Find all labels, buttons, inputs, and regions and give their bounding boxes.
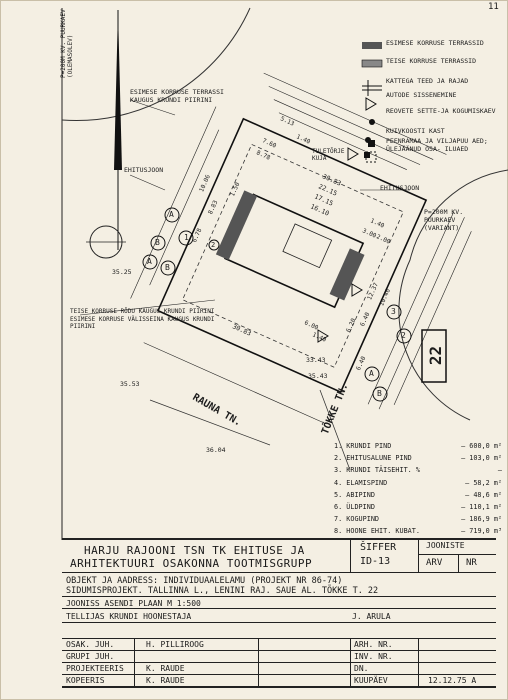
legend-item: AUTODE SISSENEMINE <box>386 91 457 99</box>
site-data-row: 3. KRUNDI TÄISEHIT. % – <box>334 466 502 475</box>
dimension-label: 6.40 <box>359 311 372 328</box>
axis-label: A <box>369 369 374 378</box>
elevation-mark: 33.43 <box>306 356 326 364</box>
legend-item: KUIVKOOSTI KAST <box>386 127 445 135</box>
dimension-label: 7.60 <box>261 137 278 150</box>
dimension-label: 30.83 <box>321 172 343 188</box>
triangle-icon <box>366 98 376 110</box>
elevation-mark: 35.25 <box>112 268 132 276</box>
terrace-note-outer: ESIMESE KORRUSE VÄLISSEINA KAUGUS KRUNDI PIIRINI <box>70 316 215 330</box>
axis-label: B <box>155 238 160 247</box>
legend-item: PEENRAMAA JA VILJAPUU AED; ÜLEJÄÄNUD OSA- ILUAED <box>386 137 488 153</box>
shifr-label: ŠIFFER <box>360 542 397 553</box>
site-data-row: 1. KRUNDI PIND – 600,0 m² <box>334 442 502 450</box>
inventory-label: INV. NR. <box>354 652 393 661</box>
role-label: PROJEKTEERIS <box>66 664 124 673</box>
person-name: K. RAUDE <box>146 664 185 673</box>
elevation-mark: 35.53 <box>120 380 140 388</box>
well-note-top: P=200M KV. PUURKAEV (OLEMASOLEV) <box>60 9 74 78</box>
site-data-row: 8. HOONE EHIT. KUBAT. – 719,0 m³ <box>334 527 502 536</box>
title-block <box>62 538 496 688</box>
street-rauna: RAUNA TN. <box>190 392 243 429</box>
filled-square-icon <box>368 140 375 147</box>
sheet-count-label: ARV <box>426 558 443 568</box>
role-label: GRUPI JUH. <box>66 652 115 661</box>
site-data-row: 2. EHITUSALUNE PIND – 103,0 m² <box>334 454 502 463</box>
car-entry-triangle-1 <box>352 284 362 296</box>
site-data-row: 4. ELAMISPIND – 58,2 m² <box>334 478 502 487</box>
dn-label: DN. <box>354 664 369 673</box>
elevation-mark: 36.04 <box>206 446 226 454</box>
axis-label: A <box>147 257 152 266</box>
axis-label: A <box>169 210 174 219</box>
site-data-row: 5. ABIPIND – 48,6 m² <box>334 490 502 499</box>
dimension-label: 30.83 <box>231 322 253 338</box>
striped-rectangle-icon <box>362 60 382 67</box>
organization-name-line1: HARJU RAJOONI TSN TK EHITUSE JA <box>84 544 305 557</box>
legend-item: REOVETE SETTE-JA KOGUMISKAEV <box>386 107 496 115</box>
dimension-label: 6.20 <box>345 317 358 334</box>
dimension-label: 12.37 <box>366 281 380 302</box>
plot-number: 22 <box>426 345 446 366</box>
tuletorje-kuja: TULETÕRJE KUJA <box>312 148 345 162</box>
elevation-mark: 35.43 <box>308 372 328 380</box>
dimension-label: 10.06 <box>198 173 212 194</box>
shifr-value: ID-13 <box>360 556 391 567</box>
terrace-note-second: TEISE KORRUSE RÕDU KAUGUS KRUNDI PIIRINI <box>70 308 215 315</box>
person-name: H. PILLIROOG <box>146 640 204 649</box>
client-name: J. ARULA <box>352 612 391 621</box>
binding-project-line: SIDUMISPROJEKT. TALLINNA L., LENINI RAJ. SAUE AL. TÕKKE T. 22 <box>66 586 379 596</box>
dimension-label: 1.40 <box>295 133 312 146</box>
sheets-label: JOONISTE <box>426 541 465 550</box>
person-name: K. RAUDE <box>146 676 185 685</box>
axis-label: 3 <box>391 307 396 316</box>
ehitusjoon-left: EHITUSJOON <box>124 166 164 174</box>
ehitusjoon-right: EHITUSJOON <box>380 184 420 192</box>
dimension-label: 6.40 <box>355 355 368 372</box>
dimension-label: 6.78 <box>191 227 204 244</box>
role-label: KOPEERIS <box>66 676 105 685</box>
axis-label: 2 <box>211 241 216 249</box>
dimension-label: 8.83 <box>207 199 220 216</box>
dimension-label: 22.15 <box>317 182 339 198</box>
dimension-label: 10.46 <box>378 287 392 308</box>
legend-item: TEISE KORRUSE TERRASSID <box>386 57 477 65</box>
client-label: TELLIJAS KRUNDI HOONESTAJA <box>66 612 192 621</box>
sheet-number-label: NR <box>466 558 477 568</box>
dimension-label: 17.15 <box>313 192 335 208</box>
role-label: OSAK. JUH. <box>66 640 115 649</box>
site-data-table <box>334 440 502 538</box>
terrace-note-first: ESIMESE KORRUSE TERRASSI KAUGUS KRUNDI PIIRINI <box>130 88 224 104</box>
legend-item: KATTEGA TEED JA RAJAD <box>386 77 469 85</box>
dimension-label: 6.00 <box>303 319 320 332</box>
dimension-label: 1.40 <box>369 217 386 230</box>
organization-name-line2: ARHITEKTUURI OSAKONNA TOOTMISGRUPP <box>70 557 313 570</box>
dimension-label: 1.50 <box>229 181 242 198</box>
dimension-label: 3.00 <box>361 227 378 240</box>
date-value: 12.12.75 A <box>428 676 477 685</box>
site-data-row: 7. KOGUPIND – 186,9 m² <box>334 515 502 524</box>
dimension-label: 16.10 <box>309 202 331 218</box>
legend-item: ESIMESE KORRUSE TERRASSID <box>386 39 484 47</box>
axis-label: B <box>165 263 170 272</box>
archive-label: ARH. NR. <box>354 640 393 649</box>
axis-label: 2 <box>401 331 406 340</box>
street-tokke: TÕKKE TN. <box>320 381 351 437</box>
site-data-row: 6. ÜLDPIND – 110,1 m² <box>334 503 502 512</box>
terrace-first-left <box>216 190 257 260</box>
dimension-label: 1.40 <box>311 331 328 344</box>
dimension-label: 2.00 <box>375 233 392 246</box>
page-number: 11 <box>488 2 499 12</box>
well-note-right: P=200M KV. PUURKAEV (VARIANT) <box>424 208 464 232</box>
hatched-rectangle-icon <box>362 42 382 49</box>
drawing-name: JOONISS ASENDI PLAAN M 1:500 <box>66 599 201 608</box>
dimension-label: 8.78 <box>255 149 272 162</box>
dimension-label: 5.13 <box>279 115 296 128</box>
axis-label: B <box>377 389 382 398</box>
circle-dot-icon <box>369 119 375 125</box>
date-label: KUUPÄEV <box>354 676 388 685</box>
object-line: OBJEKT JA AADRESS: INDIVIDUAALELAMU (PROJEKT NR 86-74) <box>66 576 343 586</box>
axis-label: 1 <box>184 233 189 242</box>
terrace-first-right <box>330 248 365 300</box>
legend <box>386 40 502 153</box>
